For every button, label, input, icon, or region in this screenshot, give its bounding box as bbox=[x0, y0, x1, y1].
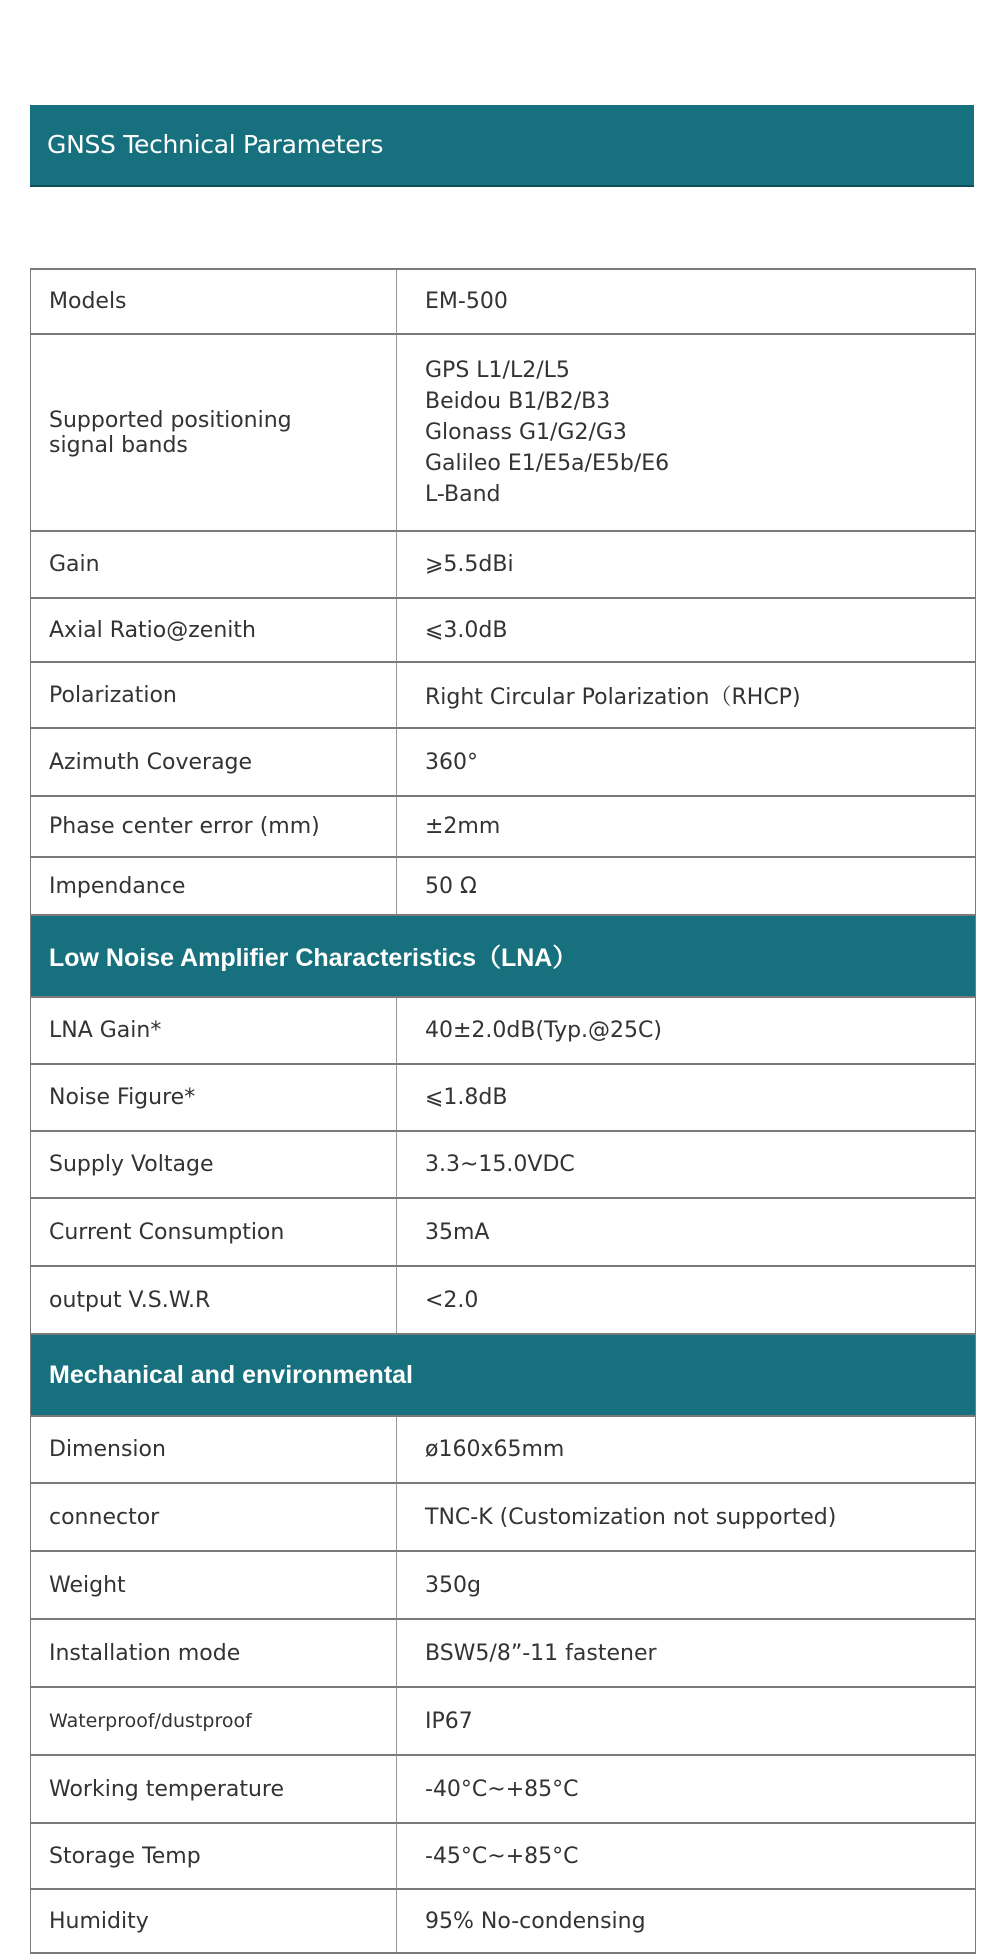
row-value: 50 Ω bbox=[425, 873, 477, 899]
row-label: Current Consumption bbox=[31, 1199, 397, 1265]
row-label: Axial Ratio@zenith bbox=[31, 599, 397, 661]
table-row bbox=[31, 1132, 975, 1199]
table-row bbox=[31, 1267, 975, 1335]
row-value: 40±2.0dB(Typ.@25C) bbox=[425, 1018, 662, 1043]
row-label: Gain bbox=[31, 532, 397, 597]
row-value: BSW5/8”-11 fastener bbox=[425, 1640, 657, 1666]
table-row bbox=[31, 1065, 975, 1132]
title-banner bbox=[30, 105, 974, 187]
signal-bands-list bbox=[397, 335, 975, 530]
table-row bbox=[31, 663, 975, 729]
table-row bbox=[31, 797, 975, 858]
band-line: Galileo E1/E5a/E5b/E6 bbox=[425, 451, 670, 476]
table-row bbox=[31, 1417, 975, 1484]
row-label: Waterproof/dustproof bbox=[31, 1688, 397, 1754]
row-value: 95% No-condensing bbox=[425, 1908, 646, 1934]
specs-table bbox=[30, 268, 976, 1954]
row-value: <2.0 bbox=[425, 1287, 479, 1313]
row-value: ⩽3.0dB bbox=[425, 617, 508, 643]
band-line: Glonass G1/G2/G3 bbox=[425, 420, 627, 445]
row-label: connector bbox=[31, 1484, 397, 1550]
row-label: Humidity bbox=[31, 1890, 397, 1952]
row-value: 3.3~15.0VDC bbox=[425, 1152, 575, 1177]
section-title: Low Noise Amplifier Characteristics（LNA） bbox=[49, 944, 578, 972]
table-row bbox=[31, 1824, 975, 1890]
section-title: Mechanical and environmental bbox=[49, 1360, 413, 1389]
row-label: Installation mode bbox=[31, 1620, 397, 1686]
row-label: Phase center error (mm) bbox=[31, 797, 397, 856]
section-header-lna bbox=[31, 916, 975, 998]
table-row bbox=[31, 532, 975, 599]
table-row bbox=[31, 1552, 975, 1620]
table-row bbox=[31, 335, 975, 532]
row-value: 360° bbox=[425, 749, 478, 775]
table-row bbox=[31, 1890, 975, 1954]
row-value: ø160x65mm bbox=[425, 1437, 565, 1462]
table-row bbox=[31, 729, 975, 797]
row-label: Supported positioning signal bands bbox=[31, 335, 397, 530]
table-row bbox=[31, 1688, 975, 1756]
row-value: 35mA bbox=[425, 1219, 490, 1245]
band-line: L-Band bbox=[425, 482, 501, 507]
row-label: Working temperature bbox=[31, 1756, 397, 1822]
section-header-mechanical bbox=[31, 1335, 975, 1417]
row-label: Dimension bbox=[31, 1417, 397, 1482]
row-value: ⩾5.5dBi bbox=[425, 552, 514, 577]
row-label: Models bbox=[31, 270, 397, 333]
row-label: Storage Temp bbox=[31, 1824, 397, 1888]
row-label: Impendance bbox=[31, 858, 397, 914]
row-value: -40°C~+85°C bbox=[425, 1776, 579, 1802]
table-row bbox=[31, 270, 975, 335]
table-row bbox=[31, 1756, 975, 1824]
row-value: Right Circular Polarization（RHCP) bbox=[425, 684, 801, 710]
table-row bbox=[31, 1199, 975, 1267]
row-label: Polarization bbox=[31, 663, 397, 727]
row-label: Weight bbox=[31, 1552, 397, 1618]
row-value: -45°C~+85°C bbox=[425, 1843, 579, 1869]
row-value: IP67 bbox=[425, 1708, 473, 1734]
table-row bbox=[31, 1620, 975, 1688]
row-label: Supply Voltage bbox=[31, 1132, 397, 1197]
row-label: LNA Gain* bbox=[31, 998, 397, 1063]
row-value: TNC-K (Customization not supported) bbox=[425, 1504, 837, 1530]
table-row bbox=[31, 858, 975, 916]
row-label: Azimuth Coverage bbox=[31, 729, 397, 795]
row-value: ±2mm bbox=[425, 814, 501, 839]
row-label: output V.S.W.R bbox=[31, 1267, 397, 1333]
row-value: EM-500 bbox=[425, 289, 508, 314]
page-title: GNSS Technical Parameters bbox=[47, 130, 384, 159]
band-line: Beidou B1/B2/B3 bbox=[425, 389, 611, 414]
table-row bbox=[31, 599, 975, 663]
row-value: 350g bbox=[425, 1572, 481, 1598]
row-value: ⩽1.8dB bbox=[425, 1085, 508, 1110]
table-row bbox=[31, 998, 975, 1065]
row-label: Noise Figure* bbox=[31, 1065, 397, 1130]
table-row bbox=[31, 1484, 975, 1552]
band-line: GPS L1/L2/L5 bbox=[425, 358, 570, 383]
